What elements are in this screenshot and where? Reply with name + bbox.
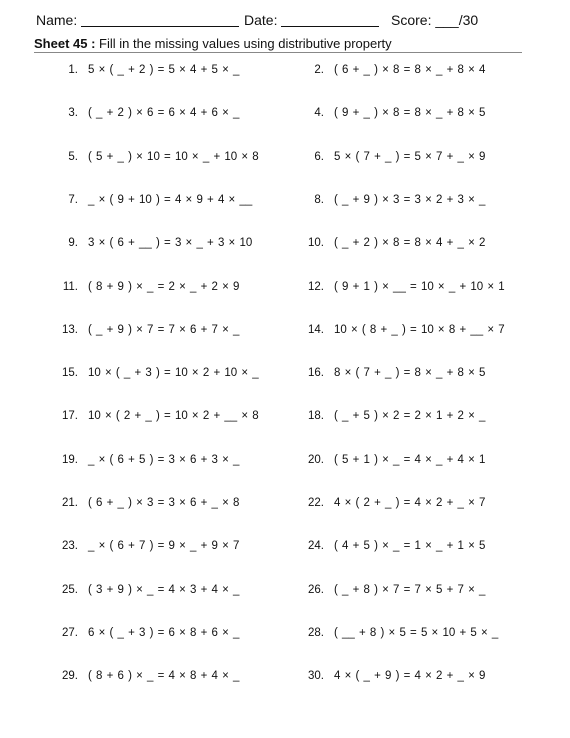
problem-item bbox=[54, 279, 239, 295]
problem-equation: 5 × ( 7 + _ ) = 5 × 7 + _ × 9 bbox=[334, 150, 486, 163]
problem-number: 11. bbox=[62, 280, 78, 293]
problem-item bbox=[54, 149, 259, 165]
problem-number: 16. bbox=[308, 367, 324, 380]
problem-number: 21. bbox=[62, 497, 78, 509]
problem-item bbox=[300, 582, 485, 598]
problem-number: 18. bbox=[308, 410, 324, 423]
score-field bbox=[391, 12, 478, 28]
problem-item bbox=[300, 408, 485, 424]
problem-number: 27. bbox=[62, 626, 78, 639]
problem-item bbox=[54, 582, 239, 598]
problem-equation: ( 9 + _ ) × 8 = 8 × _ + 8 × 5 bbox=[334, 107, 486, 120]
problem-number: 6. bbox=[314, 150, 324, 163]
problem-number: 5. bbox=[68, 150, 78, 163]
problem-number: 26. bbox=[308, 583, 324, 596]
name-line bbox=[81, 12, 239, 27]
problem-equation: ( 9 + 1 ) × __ = 10 × _ + 10 × 1 bbox=[334, 280, 505, 293]
problem-item bbox=[54, 538, 239, 554]
problem-number: 15. bbox=[62, 367, 78, 380]
problem-equation: 5 × ( _ + 2 ) = 5 × 4 + 5 × _ bbox=[88, 64, 240, 76]
problem-equation: _ × ( 6 + 5 ) = 3 × 6 + 3 × _ bbox=[88, 453, 240, 466]
problem-number: 8. bbox=[314, 193, 324, 206]
problem-item bbox=[300, 149, 485, 165]
problem-number: 24. bbox=[308, 540, 324, 553]
date-field bbox=[244, 12, 379, 28]
problem-item bbox=[300, 62, 485, 78]
problem-item bbox=[300, 235, 485, 251]
problem-equation: ( 5 + 1 ) × _ = 4 × _ + 4 × 1 bbox=[334, 453, 486, 466]
instruction-text: Fill in the missing values using distributive property bbox=[99, 36, 392, 51]
problem-number: 19. bbox=[62, 453, 78, 466]
problem-equation: ( _ + 9 ) × 3 = 3 × 2 + 3 × _ bbox=[334, 193, 486, 206]
problem-equation: _ × ( 6 + 7 ) = 9 × _ + 9 × 7 bbox=[88, 540, 240, 553]
problem-equation: 6 × ( _ + 3 ) = 6 × 8 + 6 × _ bbox=[88, 626, 240, 639]
problem-number: 20. bbox=[308, 453, 324, 466]
problem-item bbox=[54, 322, 239, 338]
score-label: Score: ___/30 bbox=[391, 12, 479, 28]
problem-item bbox=[54, 105, 239, 121]
sheet-number: Sheet 45 : bbox=[34, 36, 96, 51]
problem-equation: ( 6 + _ ) × 3 = 3 × 6 + _ × 8 bbox=[88, 497, 240, 509]
problem-item bbox=[300, 625, 498, 641]
problem-equation: 10 × ( _ + 3 ) = 10 × 2 + 10 × _ bbox=[88, 367, 259, 380]
problem-equation: ( _ + 5 ) × 2 = 2 × 1 + 2 × _ bbox=[334, 410, 486, 423]
name-label: Name: bbox=[36, 12, 78, 28]
problem-equation: ( 5 + _ ) × 10 = 10 × _ + 10 × 8 bbox=[88, 150, 259, 163]
problem-item bbox=[54, 408, 259, 424]
problem-item bbox=[300, 365, 485, 381]
problem-equation: ( _ + 2 ) × 6 = 6 × 4 + 6 × _ bbox=[88, 107, 240, 120]
problem-item bbox=[300, 538, 485, 554]
problem-number: 1. bbox=[68, 64, 78, 76]
problem-item bbox=[300, 668, 485, 684]
problem-item bbox=[54, 625, 239, 641]
problem-item bbox=[54, 668, 239, 684]
problem-number: 25. bbox=[62, 583, 78, 596]
problem-item bbox=[54, 495, 239, 511]
problem-equation: ( 3 + 9 ) × _ = 4 × 3 + 4 × _ bbox=[88, 583, 240, 596]
problem-equation: ( _ + 2 ) × 8 = 8 × 4 + _ × 2 bbox=[334, 237, 486, 250]
date-line bbox=[281, 12, 379, 27]
problem-number: 29. bbox=[62, 670, 78, 683]
problem-number: 23. bbox=[62, 540, 78, 553]
problem-equation: 4 × ( _ + 9 ) = 4 × 2 + _ × 9 bbox=[334, 670, 486, 683]
problem-number: 7. bbox=[68, 193, 78, 206]
problem-number: 22. bbox=[308, 497, 324, 509]
problem-item bbox=[300, 279, 505, 295]
problem-equation: ( 6 + _ ) × 8 = 8 × _ + 8 × 4 bbox=[334, 64, 486, 76]
problem-equation: 4 × ( 2 + _ ) = 4 × 2 + _ × 7 bbox=[334, 497, 486, 509]
problem-equation: 8 × ( 7 + _ ) = 8 × _ + 8 × 5 bbox=[334, 367, 486, 380]
problem-item bbox=[54, 192, 252, 208]
problem-number: 17. bbox=[62, 410, 78, 423]
problem-item bbox=[300, 495, 485, 511]
problem-number: 2. bbox=[314, 64, 324, 76]
problem-equation: ( _ + 8 ) × 7 = 7 × 5 + 7 × _ bbox=[334, 583, 486, 596]
header-divider bbox=[34, 52, 522, 53]
problem-item bbox=[300, 452, 485, 468]
problem-number: 30. bbox=[308, 670, 324, 683]
worksheet-subtitle bbox=[34, 36, 522, 51]
problem-item bbox=[54, 452, 239, 468]
problem-equation: ( 4 + 5 ) × _ = 1 × _ + 1 × 5 bbox=[334, 540, 486, 553]
problem-equation: ( __ + 8 ) × 5 = 5 × 10 + 5 × _ bbox=[334, 626, 499, 639]
problem-number: 28. bbox=[308, 626, 324, 639]
problem-number: 12. bbox=[308, 280, 324, 293]
problem-equation: ( 8 + 9 ) × _ = 2 × _ + 2 × 9 bbox=[88, 280, 240, 293]
problem-item bbox=[54, 62, 239, 78]
problem-number: 10. bbox=[308, 237, 324, 250]
name-field bbox=[36, 12, 239, 28]
problem-number: 3. bbox=[68, 107, 78, 120]
problem-equation: _ × ( 9 + 10 ) = 4 × 9 + 4 × __ bbox=[88, 193, 253, 206]
problem-equation: 10 × ( 8 + _ ) = 10 × 8 + __ × 7 bbox=[334, 323, 505, 336]
problem-equation: ( _ + 9 ) × 7 = 7 × 6 + 7 × _ bbox=[88, 323, 240, 336]
problem-equation: ( 8 + 6 ) × _ = 4 × 8 + 4 × _ bbox=[88, 670, 240, 683]
problem-number: 13. bbox=[62, 323, 78, 336]
problem-item bbox=[54, 365, 259, 381]
problem-equation: 3 × ( 6 + __ ) = 3 × _ + 3 × 10 bbox=[88, 237, 253, 250]
problem-equation: 10 × ( 2 + _ ) = 10 × 2 + __ × 8 bbox=[88, 410, 259, 423]
problem-item bbox=[54, 235, 252, 251]
problem-number: 4. bbox=[314, 107, 324, 120]
problem-number: 14. bbox=[308, 323, 324, 336]
problem-item bbox=[300, 322, 505, 338]
problem-item bbox=[300, 105, 485, 121]
date-label: Date: bbox=[244, 12, 278, 28]
problem-item bbox=[300, 192, 485, 208]
problem-number: 9. bbox=[68, 237, 78, 250]
